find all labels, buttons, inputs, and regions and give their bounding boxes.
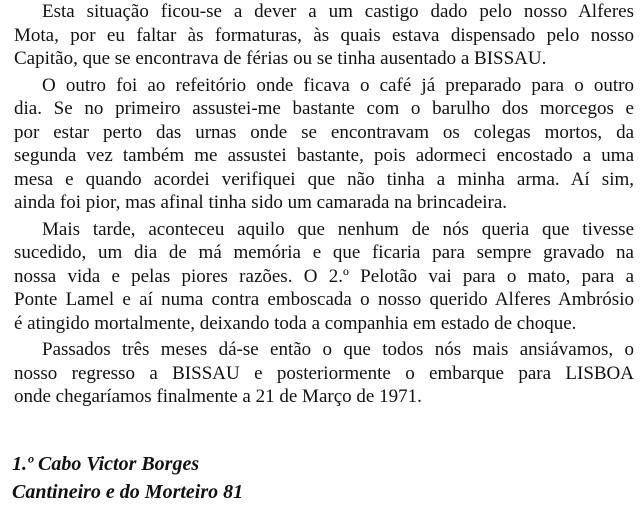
text-line: Esta situação ficou-se a dever a um castigo dado pelo nosso Alferes [42,1,634,22]
text-line: mesa e quando acordei verifiquei que não tinha a minha arma. Aí sim, [14,168,634,190]
signature-role: Cantineiro e do Morteiro 81 [12,481,244,503]
text-line: dia. Se no primeiro assustei-me bastante com o barulho dos morcegos e [14,98,634,119]
text-line: nosso regresso a BISSAU e posteriormente o embarque para LISBOA [14,362,634,384]
paragraph-1 [14,0,634,71]
text-line: por estar perto das urnas onde se encontravam os colegas mortos, da [14,121,634,143]
text-line: Mota, por eu faltar às formaturas, às quais estava dispensado pelo nosso [14,24,634,46]
paragraph-3 [14,218,634,336]
text-line: Capitão, que se encontrava de férias ou se tinha ausentado a BISSAU. [14,48,547,69]
signature-block [12,450,243,506]
text-line: nossa vida e pelas piores razões. O 2.º Pelotão vai para o mato, para a [14,265,634,287]
text-line: ainda foi pior, mas afinal tinha sido um camarada na brincadeira. [14,192,508,213]
paragraph-4 [14,338,634,409]
text-line: Passados três meses dá-se então o que todos nós mais ansiávamos, o [42,339,634,360]
text-line: O outro foi ao refeitório onde ficava o café já preparado para o outro [42,74,634,96]
text-line: é atingido mortalmente, deixando toda a companhia em estado de choque. [14,312,577,334]
body-text [14,0,634,409]
text-line: Mais tarde, aconteceu aquilo que nenhum de nós queria que tivesse [42,218,634,240]
paragraph-2 [14,74,634,215]
text-line: sucedido, um dia de má memória e que ficaria para sempre gravado na [14,242,634,263]
signature-name: 1.º Cabo Victor Borges [12,453,200,475]
text-line: onde chegaríamos finalmente a 21 de Março de 1971. [14,386,422,407]
text-line: Ponte Lamel e aí numa contra emboscada o nosso querido Alferes Ambrósio [14,289,634,310]
text-line: segunda vez também me assustei bastante, pois adormeci encostado a uma [14,145,634,166]
